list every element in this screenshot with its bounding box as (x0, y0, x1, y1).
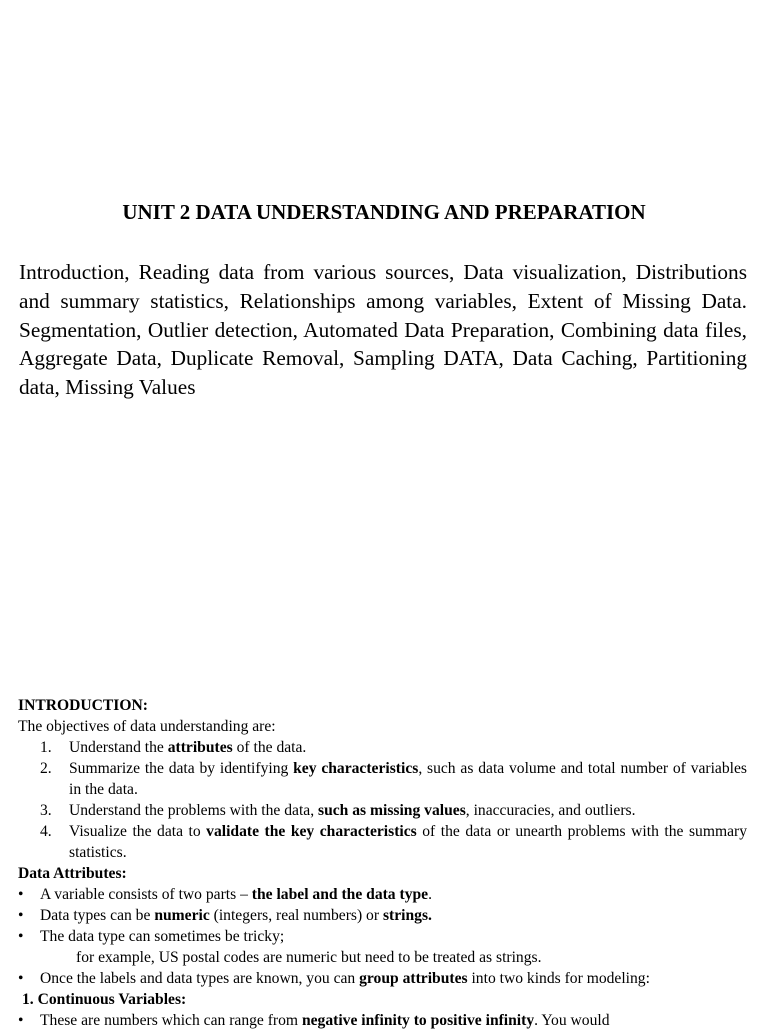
data-attributes-heading: Data Attributes: (18, 865, 127, 882)
continuous-list (18, 1010, 747, 1031)
objective-item: 1. Understand the attributes of the data. (40, 739, 307, 756)
continuous-variables-heading: 1. Continuous Variables: (22, 991, 187, 1008)
objective-item: 4. Visualize the data to validate the key characteristics of the data or unearth problems with the summary statistics. (40, 823, 747, 861)
objective-number: 1. (40, 739, 52, 756)
bullet-icon: • (18, 1012, 24, 1029)
attributes-list-continued (18, 968, 747, 989)
objective-number: 2. (40, 760, 52, 777)
introduction-heading: INTRODUCTION: (18, 697, 148, 714)
list-item: • The data type can sometimes be tricky; (18, 928, 285, 945)
objective-item: 2. Summarize the data by identifying key characteristics, such as data volume and total number of variables in the data. (40, 760, 747, 798)
list-item: • Once the labels and data types are known, you can group attributes into two kinds for modeling: (18, 970, 650, 987)
objective-number: 3. (40, 802, 52, 819)
introduction-section (18, 695, 747, 1031)
objectives-lead: The objectives of data understanding are: (18, 718, 276, 735)
bullet-icon: • (18, 907, 24, 924)
bullet-icon: • (18, 886, 24, 903)
attributes-list (18, 884, 747, 947)
document-title: UNIT 2 DATA UNDERSTANDING AND PREPARATION (122, 200, 646, 224)
bullet-icon: • (18, 970, 24, 987)
example-line: for example, US postal codes are numeric but need to be treated as strings. (76, 949, 542, 966)
list-item: • Data types can be numeric (integers, real numbers) or strings. (18, 907, 432, 924)
list-item: • These are numbers which can range from negative infinity to positive infinity. You would (18, 1012, 610, 1029)
bullet-icon: • (18, 928, 24, 945)
objectives-list (18, 737, 747, 863)
objective-item: 3. Understand the problems with the data, such as missing values, inaccuracies, and outliers. (40, 802, 636, 819)
topics-paragraph: Introduction, Reading data from various sources, Data visualization, Distributions and summary statistics, Relationships among variables, Extent of Missing Data. Segmentation, Outlier detection, Automated Data Preparation, Combining data files, Aggregate Data, Duplicate Removal, Sampling DATA, Data Caching, Partitioning data, Missing Values (19, 260, 747, 400)
objective-number: 4. (40, 823, 52, 840)
list-item: • A variable consists of two parts – the label and the data type. (18, 886, 432, 903)
